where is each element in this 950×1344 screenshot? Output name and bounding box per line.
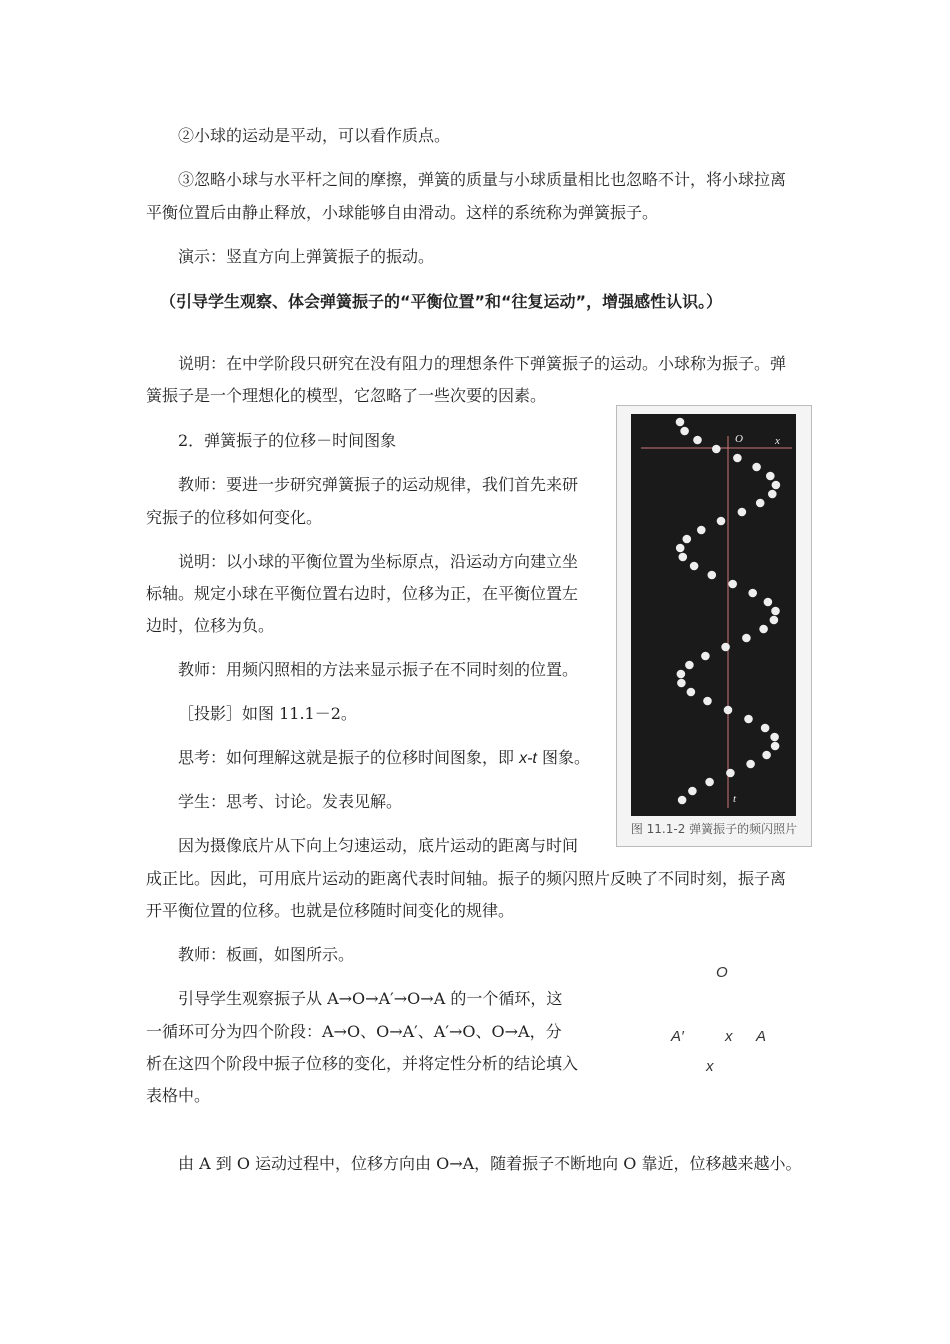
strobe-ball xyxy=(687,688,696,697)
paragraph-line: 由 A 到 O 运动过程中，位移方向由 O→A，随着振子不断地向 O 靠近，位移越来越小。 xyxy=(178,1154,802,1173)
strobe-ball xyxy=(676,544,685,553)
paragraph-line: 究振子的位移如何变化。 xyxy=(146,508,323,527)
strobe-ball xyxy=(712,445,721,454)
strobe-ball xyxy=(701,652,710,661)
paragraph-line: 边时，位移为负。 xyxy=(146,616,275,635)
strobe-ball xyxy=(677,679,686,688)
strobe-ball xyxy=(683,535,692,544)
text-run-italic: x-t xyxy=(519,750,537,767)
paragraph-line: 学生：思考、讨论。发表见解。 xyxy=(178,792,403,811)
paragraph-line: ［投影］如图 11.1－2。 xyxy=(178,704,357,723)
paragraph-line: 教师：板画，如图所示。 xyxy=(178,945,355,964)
strobe-ball xyxy=(771,607,780,616)
strobe-ball xyxy=(703,697,712,706)
strobe-ball xyxy=(685,661,694,670)
paragraph-line: 一循环可分为四个阶段：A→O、O→A′、A′→O、O→A，分 xyxy=(146,1022,562,1041)
strobe-ball xyxy=(752,463,761,472)
paragraph-line: 簧振子是一个理想化的模型，它忽略了一些次要的因素。 xyxy=(146,386,547,405)
paragraph-line: 成正比。因此，可用底片运动的距离代表时间轴。振子的频闪照片反映了不同时刻，振子离 xyxy=(146,869,787,888)
strobe-ball xyxy=(748,589,757,598)
text-run: 思考：如何理解这就是振子的位移时间图象，即 xyxy=(178,748,520,767)
strobe-ball xyxy=(744,715,753,724)
paragraph-line: ②小球的运动是平动，可以看作质点。 xyxy=(178,126,451,145)
strobe-ball xyxy=(728,580,737,589)
strobe-ball xyxy=(676,418,685,427)
paragraph-line: 说明：以小球的平衡位置为坐标原点，沿运动方向建立坐 xyxy=(178,552,579,571)
paragraph-line: 表格中。 xyxy=(146,1086,211,1105)
strobe-ball xyxy=(764,598,773,607)
board-label-x2: x xyxy=(706,1058,714,1075)
paragraph-line: 教师：要进一步研究弹簧振子的运动规律，我们首先来研 xyxy=(178,475,579,494)
strobe-ball xyxy=(693,436,702,445)
strobe-ball xyxy=(770,733,779,742)
strobe-ball xyxy=(762,751,771,760)
paragraph-line: 教师：用频闪照相的方法来显示振子在不同时刻的位置。 xyxy=(178,660,579,679)
axis-label-x: x xyxy=(775,435,780,447)
strobe-ball xyxy=(708,571,717,580)
paragraph-line xyxy=(178,743,590,774)
strobe-ball xyxy=(697,526,706,535)
strobe-photo-figure xyxy=(616,405,812,847)
emphasis-note: （引导学生观察、体会弹簧振子的“平衡位置”和“往复运动”，增强感性认识。） xyxy=(160,292,723,311)
board-label-x: x xyxy=(725,1028,733,1045)
strobe-ball xyxy=(690,562,699,571)
paragraph-line: 说明：在中学阶段只研究在没有阻力的理想条件下弹簧振子的运动。小球称为振子。弹 xyxy=(178,354,787,373)
axis-label-t: t xyxy=(733,793,737,805)
figure-caption: 图 11.1-2 弹簧振子的频闪照片 xyxy=(630,822,798,836)
paragraph-line: 开平衡位置的位移。也就是位移随时间变化的规律。 xyxy=(146,901,515,920)
strobe-ball xyxy=(717,517,726,526)
board-label-o: O xyxy=(716,964,728,981)
strobe-ball xyxy=(721,643,730,652)
strobe-ball xyxy=(766,472,775,481)
strobe-ball xyxy=(772,481,781,490)
strobe-ball xyxy=(677,670,686,679)
strobe-ball xyxy=(705,778,714,787)
strobe-ball xyxy=(680,427,689,436)
paragraph-line: ③忽略小球与水平杆之间的摩擦，弹簧的质量与小球质量相比也忽略不计，将小球拉离 xyxy=(178,170,787,189)
strobe-ball xyxy=(679,553,688,562)
board-label-a: A xyxy=(756,1028,767,1045)
section-heading: 2．弹簧振子的位移－时间图象 xyxy=(178,431,397,450)
paragraph-line: 标轴。规定小球在平衡位置右边时，位移为正，在平衡位置左 xyxy=(146,584,579,603)
axis-label-o: O xyxy=(735,433,743,445)
paragraph-line: 因为摄像底片从下向上匀速运动，底片运动的距离与时间 xyxy=(178,836,579,855)
strobe-ball xyxy=(688,787,697,796)
board-label-a-prime: A′ xyxy=(671,1028,684,1045)
strobe-ball xyxy=(756,499,765,508)
strobe-ball xyxy=(746,760,755,769)
strobe-ball xyxy=(738,508,747,517)
strobe-ball xyxy=(742,634,751,643)
strobe-ball xyxy=(771,742,780,751)
strobe-ball xyxy=(759,625,768,634)
paragraph-line: 平衡位置后由静止释放，小球能够自由滑动。这样的系统称为弹簧振子。 xyxy=(146,203,659,222)
paragraph-line: 引导学生观察振子从 A→O→A′→O→A 的一个循环，这 xyxy=(178,989,563,1008)
strobe-ball xyxy=(768,490,777,499)
strobe-ball xyxy=(726,769,735,778)
strobe-ball xyxy=(678,796,687,805)
paragraph-line: 析在这四个阶段中振子位移的变化，并将定性分析的结论填入 xyxy=(146,1054,579,1073)
strobe-photo xyxy=(617,406,811,816)
strobe-ball xyxy=(724,706,733,715)
paragraph-line: 演示：竖直方向上弹簧振子的振动。 xyxy=(178,247,435,266)
text-run: 图象。 xyxy=(536,748,590,767)
strobe-ball xyxy=(761,724,770,733)
strobe-ball xyxy=(733,454,742,463)
strobe-ball xyxy=(770,616,779,625)
